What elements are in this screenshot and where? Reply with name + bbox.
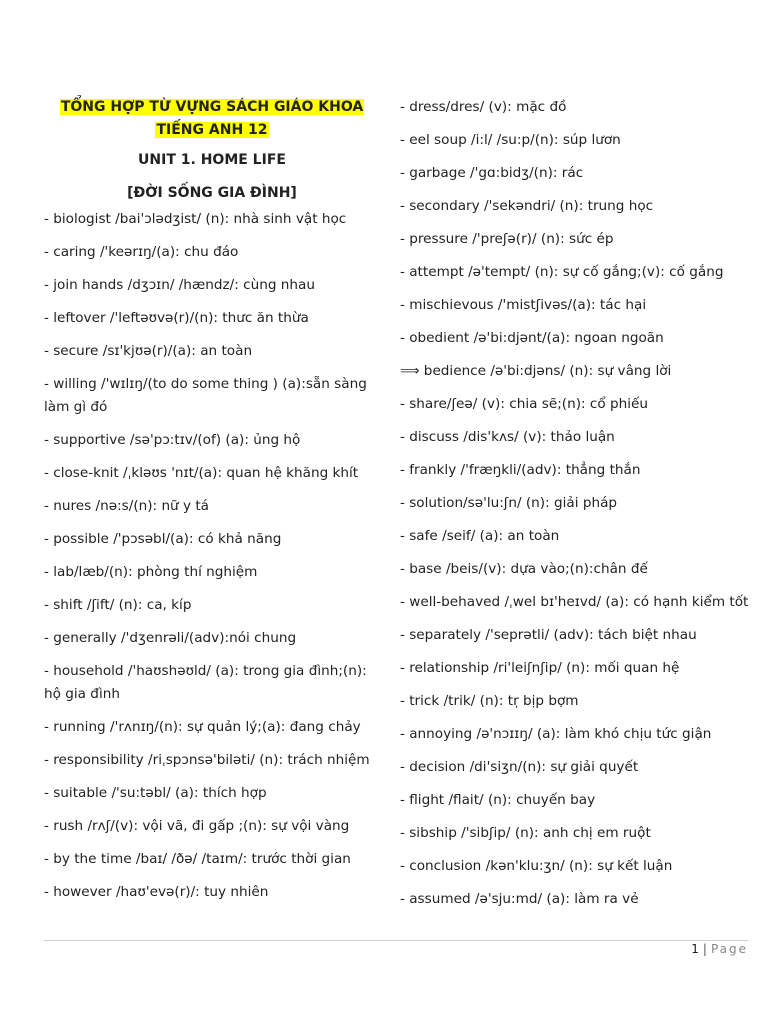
vocabulary-entry: - leftover /'leftəʊvə(r)/(n): thưc ăn thừa bbox=[44, 310, 309, 326]
vocabulary-entry: - secure /sɪ'kjʊə(r)/(a): an toàn bbox=[44, 343, 253, 359]
footer-divider bbox=[44, 940, 748, 941]
left-column bbox=[44, 96, 380, 914]
vocabulary-entry: - base /beis/(v): dựa vào;(n):chân đế bbox=[400, 561, 648, 577]
footer-separator: | bbox=[702, 942, 707, 956]
vocabulary-entry: - close-knit /ˌkləʊs 'nɪt/(a): quan hệ khăng khít bbox=[44, 465, 359, 481]
right-vocabulary-list bbox=[400, 96, 760, 911]
vocabulary-entry: - flight /flait/ (n): chuyến bay bbox=[400, 792, 596, 808]
title-line-2: TIẾNG ANH 12 bbox=[156, 122, 268, 138]
page-number: 1 bbox=[691, 942, 699, 956]
vocabulary-entry: - safe /seif/ (a): an toàn bbox=[400, 528, 560, 544]
vocabulary-entry: - suitable /'su:təbl/ (a): thích hợp bbox=[44, 785, 267, 801]
vocabulary-entry: - lab/læb/(n): phòng thí nghiệm bbox=[44, 564, 258, 580]
vocabulary-entry: - decision /di'siʒn/(n): sự giải quyết bbox=[400, 759, 639, 775]
vocabulary-entry: - possible /'pɔsəbl/(a): có khả năng bbox=[44, 531, 282, 547]
vocabulary-entry: - well-behaved /ˌwel bɪ'heɪvd/ (a): có hạnh kiểm tốt bbox=[400, 594, 749, 610]
vocabulary-entry: - conclusion /kən'klu:ʒn/ (n): sự kết luận bbox=[400, 858, 673, 874]
vocabulary-entry: - sibship /'sibʃip/ (n): anh chị em ruột bbox=[400, 825, 651, 841]
vocabulary-entry: - pressure /'preʃə(r)/ (n): sức ép bbox=[400, 231, 614, 247]
vocabulary-entry: - solution/sə'lu:ʃn/ (n): giải pháp bbox=[400, 495, 618, 511]
vocabulary-entry: - secondary /'sekəndri/ (n): trung học bbox=[400, 198, 654, 214]
vocabulary-entry: - relationship /ri'leiʃnʃip/ (n): mối quan hệ bbox=[400, 660, 680, 676]
vocabulary-entry: - share/ʃeə/ (v): chia sẽ;(n): cổ phiếu bbox=[400, 396, 649, 412]
vocabulary-entry: - garbage /'gɑ:bidʒ/(n): rác bbox=[400, 165, 584, 181]
vocabulary-entry: - nures /nə:s/(n): nữ y tá bbox=[44, 498, 210, 514]
vocabulary-entry: - by the time /baɪ/ /ðə/ /taɪm/: trước thời gian bbox=[44, 851, 351, 867]
vocabulary-entry: - annoying /ə'nɔɪɪŋ/ (a): làm khó chịu tức giận bbox=[400, 726, 712, 742]
vocabulary-entry: - biologist /bai'ɔlədʒist/ (n): nhà sinh vật học bbox=[44, 211, 347, 227]
page-footer bbox=[691, 942, 748, 956]
right-column bbox=[400, 96, 760, 921]
vocabulary-entry: - rush /rʌʃ/(v): vội vã, đi gấp ;(n): sự vội vàng bbox=[44, 818, 350, 834]
vocabulary-entry: - join hands /dʒɔɪn/ /hændz/: cùng nhau bbox=[44, 277, 315, 293]
vocabulary-entry: - dress/dres/ (v): mặc đồ bbox=[400, 99, 567, 115]
unit-heading: UNIT 1. HOME LIFE bbox=[138, 152, 286, 168]
vocabulary-entry: - mischievous /'mistʃivəs/(a): tác hại bbox=[400, 297, 647, 313]
left-vocabulary-list bbox=[44, 208, 380, 904]
vocabulary-entry: - eel soup /i:l/ /su:p/(n): súp lươn bbox=[400, 132, 621, 148]
vocabulary-entry: - obedient /ə'bi:djənt/(a): ngoan ngoãn bbox=[400, 330, 664, 346]
vocabulary-entry: - caring /'keərɪŋ/(a): chu đáo bbox=[44, 244, 239, 260]
document-title bbox=[44, 96, 380, 142]
vocabulary-entry: - supportive /sə'pɔ:tɪv/(of) (a): ủng hộ bbox=[44, 432, 301, 448]
vocabulary-entry: - household /'haʊshəʊld/ (a): trong gia đình;(n): hộ gia đình bbox=[44, 663, 367, 702]
unit-subheading: [ĐỜI SỐNG GIA ĐÌNH] bbox=[127, 185, 297, 201]
vocabulary-entry: - shift /ʃift/ (n): ca, kíp bbox=[44, 597, 192, 613]
vocabulary-entry: - discuss /dis'kʌs/ (v): thảo luận bbox=[400, 429, 615, 445]
vocabulary-entry: - responsibility /riˌspɔnsə'biləti/ (n): trách nhiệm bbox=[44, 752, 370, 768]
vocabulary-entry: - willing /'wɪlɪŋ/(to do some thing ) (a):sẵn sàng làm gì đó bbox=[44, 376, 367, 415]
vocabulary-entry: - running /'rʌnɪŋ/(n): sự quản lý;(a): đang chảy bbox=[44, 719, 361, 735]
vocabulary-entry: - separately /'seprətli/ (adv): tách biệt nhau bbox=[400, 627, 697, 643]
vocabulary-entry: ⟹ bedience /ə'bi:djəns/ (n): sự vâng lời bbox=[400, 363, 672, 379]
page-label: Page bbox=[710, 942, 748, 956]
vocabulary-entry: - frankly /'fræŋkli/(adv): thẳng thắn bbox=[400, 462, 641, 478]
vocabulary-entry: - attempt /ə'tempt/ (n): sự cố gắng;(v): cố gắng bbox=[400, 264, 724, 280]
vocabulary-entry: - however /haʊ'evə(r)/: tuy nhiên bbox=[44, 884, 269, 900]
title-line-1: TỔNG HỢP TỪ VỰNG SÁCH GIÁO KHOA bbox=[60, 99, 364, 115]
vocabulary-entry: - assumed /ə'sju:md/ (a): làm ra vẻ bbox=[400, 891, 639, 907]
vocabulary-entry: - generally /'dʒenrəli/(adv):nói chung bbox=[44, 630, 297, 646]
vocabulary-entry: - trick /trik/ (n): tr̩ bịp bợm bbox=[400, 693, 579, 709]
